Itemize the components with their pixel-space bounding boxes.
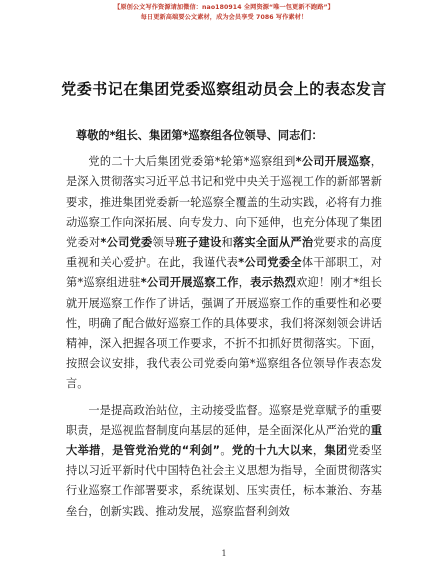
text-run: 一是提高政治站位，主动接受监督。巡察是党章赋予的重要职责，是巡视监督制度向基层的延伸，是全面深化从严治党的 xyxy=(66,403,382,437)
bold-run: 党的十九大以来 xyxy=(231,444,313,458)
bold-run: *公司开展巡察工作 xyxy=(140,276,239,290)
bold-run: 重大举措 xyxy=(66,423,382,458)
text-run: ， xyxy=(238,276,251,290)
text-run: ，是深入贯彻落实习近平总书记和党中央关于巡视工作的新部署新要求，推进集团党委新一轮巡察全覆盖的生动实践，必将有力推动巡察工作向深拓展、向专发力、向下延伸，也充分体现了集团党委对 xyxy=(66,155,382,250)
bold-run: *公司党委 xyxy=(100,236,153,250)
text-run: 。 xyxy=(219,444,232,458)
bold-run: 班子建设 xyxy=(175,236,222,250)
text-run: 欢迎！刚才*组长就开展巡察工作作了讲话，强调了开展巡察工作的重要性和必要性，明确了配合做好巡察工作的具体要求，我们将深刻领会讲话精神，深入把握各项工作要求，不折不扣抓好贯彻落实。下面，按照会议安排，我代表公司党委向第*巡察组各位领导作表态发言。 xyxy=(66,276,382,391)
promo-banner xyxy=(0,3,448,23)
paragraph-intro xyxy=(66,152,382,394)
bold-run: 落实全面从严治 xyxy=(232,236,314,250)
page-number: 1 xyxy=(221,549,227,558)
bold-run: *公司党委全 xyxy=(238,256,302,270)
bold-run: *公司开展巡察 xyxy=(295,155,371,169)
paragraph-point-one xyxy=(66,401,382,522)
text-run: 党的二十大后集团党委第*轮第*巡察组到 xyxy=(88,155,296,169)
text-run: 和 xyxy=(221,236,233,250)
bold-run: 是管党治党的“利剑” xyxy=(112,444,220,458)
text-run: 体干部职工，对第*巡察组进驻 xyxy=(66,256,382,290)
bold-run: 集团 xyxy=(324,444,348,458)
salutation: 尊敬的*组长、集团第*巡察组各位领导、同志们： xyxy=(76,129,323,142)
text-run: ， xyxy=(100,444,113,458)
text-run: 党要求的高度重视和关心爱护。在此，我谨代表 xyxy=(66,236,382,270)
promo-banner-line-2: 每日更新高端要公文素材，成为会员享受 7086 写作素材！ xyxy=(140,14,308,21)
document-title: 党委书记在集团党委巡察组动员会上的表态发言 xyxy=(61,80,387,98)
document-body xyxy=(66,126,382,522)
promo-banner-line-1: 【原创公文写作资源请加微信：nao180914 全网资源“唯一包更新不跑路”】 xyxy=(114,4,334,11)
text-run: ， xyxy=(312,444,325,458)
bold-run: 表示热烈 xyxy=(250,276,297,290)
text-run: 党委坚持以习近平新时代中国特色社会主义思想为指导，全面贯彻落实行业巡察工作部署要求，系统谋划、压实责任，标本兼治、夯基垒台，创新实践、推动发展，巡察监督利剑效 xyxy=(66,444,382,518)
text-run: 领导 xyxy=(152,236,176,250)
